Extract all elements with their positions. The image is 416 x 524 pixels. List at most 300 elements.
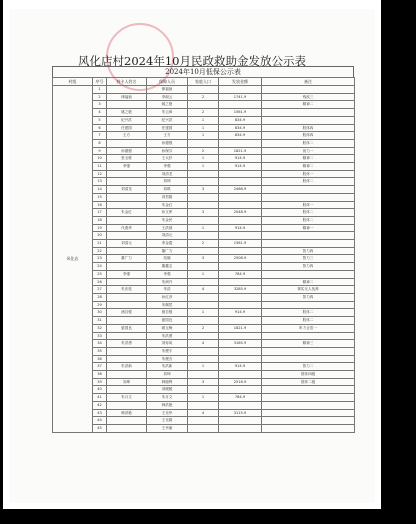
scan-border-left — [0, 0, 3, 524]
row-number-cell: 14 — [93, 186, 107, 194]
family-size-cell: 3 — [188, 186, 219, 194]
remark-cell: 肢体二 — [262, 139, 355, 147]
family-size-cell: 1 — [188, 224, 219, 232]
payment-amount-cell: 1741.9 — [219, 93, 262, 101]
remark-cell — [262, 424, 355, 432]
family-size-cell — [188, 386, 219, 394]
card-holder-cell: 刘清元 — [107, 240, 147, 248]
remark-cell: 肢体四 — [262, 124, 355, 132]
payment-amount-cell — [219, 263, 262, 271]
column-header-no: 序号 — [93, 78, 107, 86]
table-row — [53, 324, 355, 332]
card-holder-cell — [107, 424, 147, 432]
remark-cell: 肢体一 — [262, 170, 355, 178]
remark-cell — [262, 347, 355, 355]
row-number-cell: 39 — [93, 378, 107, 386]
village-cell: 风化店 — [53, 86, 93, 433]
family-size-cell — [188, 332, 219, 340]
payment-amount-cell: 914.9 — [219, 224, 262, 232]
table-subtitle: 2024年10月低保公示表 — [52, 66, 354, 77]
family-size-cell: 1 — [188, 163, 219, 171]
family-size-cell — [188, 301, 219, 309]
family-size-cell — [188, 417, 219, 425]
payment-amount-cell: 834.9 — [219, 132, 262, 140]
row-number-cell: 36 — [93, 355, 107, 363]
payment-amount-cell — [219, 317, 262, 325]
family-size-cell: 4 — [188, 286, 219, 294]
covered-member-cell: 董鑫宝 — [147, 263, 188, 271]
family-size-cell — [188, 293, 219, 301]
table-row — [53, 371, 355, 379]
row-number-cell: 5 — [93, 116, 107, 124]
family-size-cell — [188, 347, 219, 355]
card-holder-cell: 代燕华 — [107, 224, 147, 232]
table-row — [53, 409, 355, 417]
remark-cell: 精神一 — [262, 224, 355, 232]
remark-cell: 肢体一 — [262, 201, 355, 209]
family-size-cell: 1 — [188, 116, 219, 124]
row-number-cell: 15 — [93, 193, 107, 201]
table-row — [53, 116, 355, 124]
covered-member-cell: 朱佩然 — [147, 301, 188, 309]
family-size-cell: 2 — [188, 93, 219, 101]
family-size-cell — [188, 317, 219, 325]
remark-cell — [262, 355, 355, 363]
card-holder-cell: 任建国 — [107, 124, 147, 132]
row-number-cell: 4 — [93, 109, 107, 117]
payment-amount-cell — [219, 139, 262, 147]
payment-amount-cell: 784.9 — [219, 394, 262, 402]
row-number-cell: 10 — [93, 155, 107, 163]
table-header-row — [53, 78, 355, 86]
card-holder-cell — [107, 201, 147, 209]
covered-member-cell: 姚之艳 — [147, 101, 188, 109]
card-holder-cell — [107, 101, 147, 109]
row-number-cell: 18 — [93, 216, 107, 224]
family-size-cell: 4 — [188, 409, 219, 417]
family-size-cell — [188, 355, 219, 363]
row-number-cell: 30 — [93, 309, 107, 317]
row-number-cell: 21 — [93, 240, 107, 248]
table-row — [53, 216, 355, 224]
covered-member-cell: 律福祯 — [147, 86, 188, 94]
remark-cell — [262, 409, 355, 417]
card-holder-cell: 晏国良 — [107, 324, 147, 332]
family-size-cell — [188, 86, 219, 94]
card-holder-cell — [107, 178, 147, 186]
table-row — [53, 332, 355, 340]
remark-cell: 精神三 — [262, 340, 355, 348]
table-row — [53, 109, 355, 117]
row-number-cell: 38 — [93, 371, 107, 379]
row-number-cell: 11 — [93, 163, 107, 171]
payment-amount-cell: 834.9 — [219, 124, 262, 132]
payment-amount-cell: 914.9 — [219, 309, 262, 317]
remark-cell: 肢体二 — [262, 209, 355, 217]
covered-member-cell: 朱俊含 — [147, 355, 188, 363]
covered-member-cell: 范晓 — [147, 255, 188, 263]
card-holder-cell: 李强 — [107, 270, 147, 278]
table-row — [53, 86, 355, 94]
payment-amount-cell — [219, 193, 262, 201]
covered-member-cell: 朱金红 — [147, 201, 188, 209]
payment-amount-cell — [219, 417, 262, 425]
covered-member-cell: 王方 — [147, 132, 188, 140]
remark-cell: 精神二 — [262, 101, 355, 109]
payment-amount-cell: 914.9 — [219, 363, 262, 371]
payment-amount-cell — [219, 201, 262, 209]
payment-amount-cell: 2508.9 — [219, 255, 262, 263]
covered-member-cell: 朱浩 — [147, 286, 188, 294]
row-number-cell: 25 — [93, 270, 107, 278]
row-number-cell: 9 — [93, 147, 107, 155]
card-holder-cell: 王方 — [107, 132, 147, 140]
card-holder-cell — [107, 247, 147, 255]
row-number-cell: 27 — [93, 286, 107, 294]
family-size-cell — [188, 178, 219, 186]
row-number-cell: 34 — [93, 340, 107, 348]
family-size-cell: 3 — [188, 209, 219, 217]
covered-member-cell: 韩洪艳 — [147, 401, 188, 409]
covered-member-cell: 孙红彦 — [147, 293, 188, 301]
covered-member-cell: 董广力 — [147, 247, 188, 255]
card-holder-cell — [107, 216, 147, 224]
remark-cell: 精神二 — [262, 155, 355, 163]
covered-member-cell: 刘琪 — [147, 186, 188, 194]
payment-amount-cell: 914.9 — [219, 155, 262, 163]
covered-member-cell: 朱润升 — [147, 278, 188, 286]
remark-cell: 精神二 — [262, 163, 355, 171]
family-size-cell: 2 — [188, 324, 219, 332]
table-row — [53, 347, 355, 355]
row-number-cell: 41 — [93, 394, 107, 402]
table-row — [53, 139, 355, 147]
remark-cell: 肢体二级 — [262, 378, 355, 386]
table-row — [53, 170, 355, 178]
column-header-member: 保障人员 — [147, 78, 188, 86]
covered-member-cell: 刘寿凤 — [147, 340, 188, 348]
family-size-cell: 2 — [188, 147, 219, 155]
relief-table — [52, 77, 355, 433]
covered-member-cell: 王光华 — [147, 409, 188, 417]
payment-amount-cell — [219, 86, 262, 94]
payment-amount-cell — [219, 301, 262, 309]
table-row — [53, 378, 355, 386]
row-number-cell: 45 — [93, 424, 107, 432]
payment-amount-cell: 1821.9 — [219, 324, 262, 332]
remark-cell — [262, 186, 355, 194]
payment-amount-cell — [219, 347, 262, 355]
row-number-cell: 2 — [93, 93, 107, 101]
row-number-cell: 16 — [93, 201, 107, 209]
covered-member-cell: 王丹丽 — [147, 424, 188, 432]
covered-member-cell: 李强 — [147, 163, 188, 171]
payment-amount-cell — [219, 355, 262, 363]
table-body — [53, 86, 355, 433]
covered-member-cell: 褚自强 — [147, 309, 188, 317]
card-holder-cell: 朱庆桂 — [107, 286, 147, 294]
table-row — [53, 286, 355, 294]
row-number-cell: 20 — [93, 232, 107, 240]
remark-cell: 肢体四 — [262, 132, 355, 140]
relief-table-wrap — [52, 66, 354, 433]
family-size-cell: 2 — [188, 240, 219, 248]
payment-amount-cell — [219, 293, 262, 301]
remark-cell: 智力四 — [262, 247, 355, 255]
family-size-cell — [188, 170, 219, 178]
card-holder-cell: 纪兴洪 — [107, 116, 147, 124]
table-row — [53, 209, 355, 217]
card-holder-cell — [107, 263, 147, 271]
payment-amount-cell — [219, 371, 262, 379]
covered-member-cell: 韩瑞利 — [147, 378, 188, 386]
family-size-cell: 3 — [188, 255, 219, 263]
payment-amount-cell: 3165.9 — [219, 340, 262, 348]
covered-member-cell: 王洪财 — [147, 224, 188, 232]
table-row — [53, 93, 355, 101]
table-row — [53, 201, 355, 209]
family-size-cell — [188, 424, 219, 432]
payment-amount-cell: 1821.9 — [219, 147, 262, 155]
table-row — [53, 293, 355, 301]
remark-cell — [262, 109, 355, 117]
row-number-cell: 13 — [93, 178, 107, 186]
row-number-cell: 7 — [93, 132, 107, 140]
remark-cell: 智力四 — [262, 293, 355, 301]
table-row — [53, 124, 355, 132]
table-row — [53, 193, 355, 201]
family-size-cell — [188, 216, 219, 224]
covered-member-cell: 李强 — [147, 270, 188, 278]
table-row — [53, 240, 355, 248]
card-holder-cell — [107, 332, 147, 340]
card-holder-cell: 朱金红 — [107, 209, 147, 217]
family-size-cell — [188, 247, 219, 255]
payment-amount-cell: 1561.9 — [219, 109, 262, 117]
payment-amount-cell — [219, 332, 262, 340]
remark-cell — [262, 401, 355, 409]
table-row — [53, 147, 355, 155]
row-number-cell: 12 — [93, 170, 107, 178]
covered-member-cell: 孙德强 — [147, 139, 188, 147]
family-size-cell: 1 — [188, 270, 219, 278]
document-page — [9, 9, 375, 503]
remark-cell — [262, 116, 355, 124]
column-header-village: 村组 — [53, 78, 93, 86]
payment-amount-cell — [219, 101, 262, 109]
covered-member-cell: 任建国 — [147, 124, 188, 132]
row-number-cell: 31 — [93, 317, 107, 325]
table-row — [53, 363, 355, 371]
payment-amount-cell — [219, 216, 262, 224]
table-row — [53, 163, 355, 171]
payment-amount-cell: 1561.9 — [219, 240, 262, 248]
column-header-family-size: 家庭人口 — [188, 78, 219, 86]
remark-cell: 肢体二 — [262, 317, 355, 325]
table-row — [53, 394, 355, 402]
remark-cell — [262, 301, 355, 309]
family-size-cell: 4 — [188, 340, 219, 348]
family-size-cell — [188, 139, 219, 147]
scan-border-bottom — [0, 509, 416, 524]
table-row — [53, 340, 355, 348]
payment-amount-cell — [219, 386, 262, 394]
covered-member-cell: 王光娟 — [147, 417, 188, 425]
family-size-cell — [188, 232, 219, 240]
payment-amount-cell — [219, 278, 262, 286]
row-number-cell: 23 — [93, 255, 107, 263]
row-number-cell: 42 — [93, 401, 107, 409]
remark-cell: 肢体四级 — [262, 371, 355, 379]
payment-amount-cell: 914.9 — [219, 163, 262, 171]
family-size-cell: 1 — [188, 309, 219, 317]
remark-cell: 听力言语一 — [262, 324, 355, 332]
covered-member-cell: 李金霞 — [147, 240, 188, 248]
table-row — [53, 424, 355, 432]
table-row — [53, 317, 355, 325]
family-size-cell: 1 — [188, 394, 219, 402]
table-row — [53, 401, 355, 409]
table-row — [53, 270, 355, 278]
covered-member-cell: 朱云章 — [147, 109, 188, 117]
covered-member-cell: 朱洪新 — [147, 363, 188, 371]
card-holder-cell — [107, 371, 147, 379]
card-holder-cell — [107, 293, 147, 301]
table-row — [53, 386, 355, 394]
table-row — [53, 309, 355, 317]
row-number-cell: 33 — [93, 332, 107, 340]
payment-amount-cell — [219, 178, 262, 186]
covered-member-cell: 孙保芬 — [147, 147, 188, 155]
payment-amount-cell: 2048.9 — [219, 209, 262, 217]
remark-cell — [262, 394, 355, 402]
family-size-cell — [188, 371, 219, 379]
card-holder-cell — [107, 401, 147, 409]
row-number-cell: 17 — [93, 209, 107, 217]
row-number-cell: 26 — [93, 278, 107, 286]
remark-cell: 智力四 — [262, 263, 355, 271]
covered-member-cell: 王大杉 — [147, 155, 188, 163]
family-size-cell — [188, 101, 219, 109]
row-number-cell: 44 — [93, 417, 107, 425]
family-size-cell — [188, 263, 219, 271]
covered-member-cell: 孙文库 — [147, 209, 188, 217]
covered-member-cell: 刘清龙 — [147, 170, 188, 178]
table-row — [53, 186, 355, 194]
table-row — [53, 132, 355, 140]
table-row — [53, 224, 355, 232]
remark-cell — [262, 193, 355, 201]
card-holder-cell — [107, 278, 147, 286]
row-number-cell: 28 — [93, 293, 107, 301]
card-holder-cell: 董广力 — [107, 255, 147, 263]
card-holder-cell — [107, 355, 147, 363]
column-header-amount: 发放金额 — [219, 78, 262, 86]
card-holder-cell: 律福祯 — [107, 93, 147, 101]
card-holder-cell — [107, 170, 147, 178]
remark-cell: 智力三 — [262, 255, 355, 263]
row-number-cell: 8 — [93, 139, 107, 147]
table-row — [53, 155, 355, 163]
family-size-cell: 1 — [188, 155, 219, 163]
remark-cell — [262, 386, 355, 394]
row-number-cell: 24 — [93, 263, 107, 271]
card-holder-cell — [107, 232, 147, 240]
payment-amount-cell: 2468.9 — [219, 186, 262, 194]
table-row — [53, 178, 355, 186]
table-row — [53, 278, 355, 286]
remark-cell — [262, 232, 355, 240]
family-size-cell: 1 — [188, 132, 219, 140]
payment-amount-cell: 3115.9 — [219, 409, 262, 417]
payment-amount-cell — [219, 170, 262, 178]
payment-amount-cell — [219, 247, 262, 255]
covered-member-cell: 朱洪勇 — [147, 332, 188, 340]
payment-amount-cell — [219, 401, 262, 409]
card-holder-cell: 李强 — [107, 163, 147, 171]
row-number-cell: 40 — [93, 386, 107, 394]
card-holder-cell: 刘清龙 — [107, 186, 147, 194]
table-row — [53, 301, 355, 309]
card-holder-cell — [107, 386, 147, 394]
document-title: 风化店村2024年10月民政救助金发放公示表 — [78, 54, 306, 68]
family-size-cell: 2 — [188, 109, 219, 117]
row-number-cell: 35 — [93, 347, 107, 355]
table-row — [53, 417, 355, 425]
card-holder-cell: 韩洪艳 — [107, 409, 147, 417]
remark-cell — [262, 332, 355, 340]
table-row — [53, 101, 355, 109]
row-number-cell: 32 — [93, 324, 107, 332]
covered-member-cell: 刘坤 — [147, 371, 188, 379]
family-size-cell — [188, 278, 219, 286]
remark-cell: 残疾三 — [262, 93, 355, 101]
covered-member-cell: 刘君娟 — [147, 193, 188, 201]
card-holder-cell: 张玉栋 — [107, 155, 147, 163]
covered-member-cell: 朱俊宇 — [147, 347, 188, 355]
card-holder-cell — [107, 86, 147, 94]
table-row — [53, 263, 355, 271]
family-size-cell: 1 — [188, 124, 219, 132]
remark-cell: 肢体二 — [262, 309, 355, 317]
card-holder-cell — [107, 347, 147, 355]
payment-amount-cell: 834.9 — [219, 116, 262, 124]
remark-cell: 肢体二 — [262, 216, 355, 224]
card-holder-cell: 姚之艳 — [107, 109, 147, 117]
covered-member-cell: 刘媛媛 — [147, 386, 188, 394]
card-holder-cell: 朱洪新 — [107, 363, 147, 371]
scan-border-right — [381, 0, 416, 524]
card-holder-cell: 刘坤 — [107, 378, 147, 386]
row-number-cell: 6 — [93, 124, 107, 132]
family-size-cell: 3 — [188, 378, 219, 386]
covered-member-cell: 李淑云 — [147, 93, 188, 101]
card-holder-cell — [107, 139, 147, 147]
remark-cell: 智力二 — [262, 363, 355, 371]
card-holder-cell: 朱洪勇 — [107, 340, 147, 348]
card-holder-cell: 朱月文 — [107, 394, 147, 402]
remark-cell — [262, 417, 355, 425]
column-header-holder: 持卡人姓名 — [107, 78, 147, 86]
table-row — [53, 247, 355, 255]
covered-member-cell: 顾玉梅 — [147, 324, 188, 332]
family-size-cell — [188, 201, 219, 209]
covered-member-cell: 刘清元 — [147, 232, 188, 240]
family-size-cell — [188, 193, 219, 201]
remark-cell: 视力一 — [262, 147, 355, 155]
table-row — [53, 255, 355, 263]
card-holder-cell — [107, 193, 147, 201]
